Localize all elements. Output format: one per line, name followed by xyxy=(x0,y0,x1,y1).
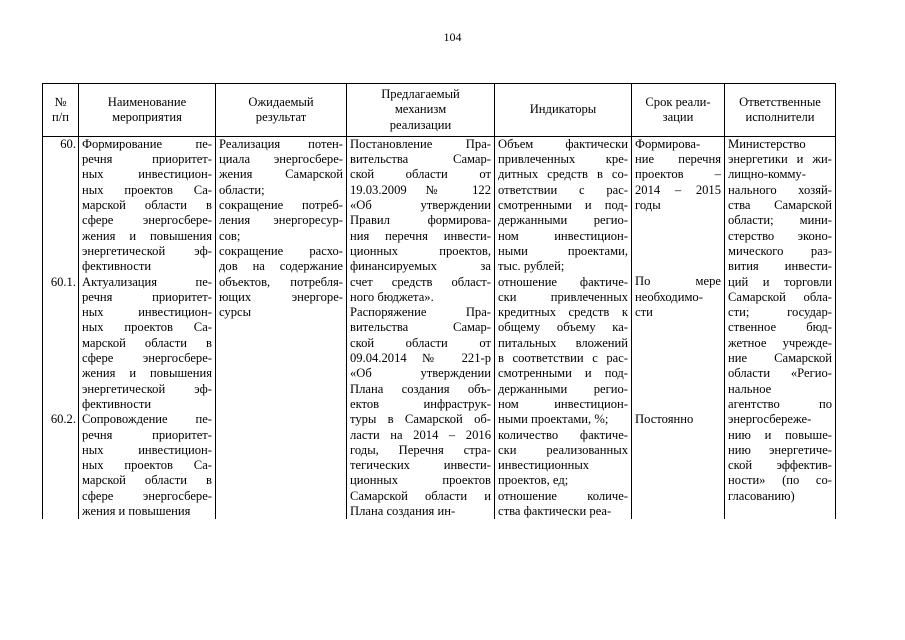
text-line: количество фактиче- xyxy=(498,427,628,442)
text-line: жения и повышения xyxy=(82,366,212,381)
text-line: энергетической эф- xyxy=(82,381,212,396)
text-line: сокращение расхо- xyxy=(219,243,343,258)
text-line: ской области от xyxy=(350,335,491,350)
text-line: вительства Самар- xyxy=(350,320,491,335)
text-line: ных инвестицион- xyxy=(82,167,212,182)
text-line: Министерство xyxy=(728,136,806,151)
expected-result xyxy=(219,137,343,321)
text-line: ски реализованных xyxy=(498,442,628,457)
term-cell xyxy=(632,136,725,519)
text-line: ления энергоресур- xyxy=(219,213,343,228)
name-60-2 xyxy=(82,412,212,519)
text-line: Самарской обла- xyxy=(728,289,832,304)
text-line: области; мини- xyxy=(728,213,832,228)
text-line: тегических инвести- xyxy=(350,458,491,473)
name-cell xyxy=(79,136,216,519)
text-line: 09.04.2014 № 221-р xyxy=(350,351,491,366)
term-60-1 xyxy=(635,274,721,320)
text-line: сфере энергосбере- xyxy=(82,213,212,228)
text-line: По мере xyxy=(635,274,721,289)
text-line: привлеченных кре- xyxy=(498,152,628,167)
text-line: вития инвести- xyxy=(728,259,832,274)
text-line: сурсы xyxy=(219,305,252,320)
text-line: «Об утверждении xyxy=(350,366,491,381)
text-line: Формирова- xyxy=(635,136,701,151)
result-cell xyxy=(216,136,347,519)
text-line: жения и повышения xyxy=(82,504,191,519)
text-line: жетное учрежде- xyxy=(728,335,832,350)
measures-table xyxy=(42,83,836,519)
text-line: держанными регио- xyxy=(498,381,628,396)
text-line: Постановление Пра- xyxy=(350,136,491,151)
text-line: марской области в xyxy=(82,473,212,488)
text-line: 2014 – 2015 xyxy=(635,182,721,197)
text-line: счет средств област- xyxy=(350,274,491,289)
text-line: ных проектов Са- xyxy=(82,320,212,335)
mechanism-text xyxy=(350,137,491,519)
text-line: энергетики и жи- xyxy=(728,152,832,167)
text-line: Распоряжение Пра- xyxy=(350,305,491,320)
header-responsible: Ответственные исполнители xyxy=(725,84,836,137)
text-line: ных проектов Са- xyxy=(82,458,212,473)
indicators-text xyxy=(498,137,628,519)
text-line: финансируемых за xyxy=(350,259,491,274)
text-line: ектов инфраструк- xyxy=(350,396,491,411)
text-line: «Об утверждении xyxy=(350,198,491,213)
text-line: дов на содержание xyxy=(219,259,343,274)
text-line: Плана создания ин- xyxy=(350,504,456,519)
text-line: Актуализация пе- xyxy=(82,274,212,289)
header-result: Ожидаемый результат xyxy=(216,84,347,137)
number-cell xyxy=(43,136,79,519)
text-line: ответствии с рас- xyxy=(498,182,628,197)
responsible-cell xyxy=(725,136,836,519)
text-line: тыс. рублей; xyxy=(498,259,565,274)
text-line: области «Регио- xyxy=(728,366,832,381)
text-line: Постоянно xyxy=(635,412,694,427)
text-line: жения Самарской xyxy=(219,167,343,182)
text-line: ской области от xyxy=(350,167,491,182)
term-60-2 xyxy=(635,412,721,427)
text-line: держанными регио- xyxy=(498,213,628,228)
text-line: сфере энергосбере- xyxy=(82,488,212,503)
mechanism-cell xyxy=(347,136,495,519)
text-line: годы, Перечня стра- xyxy=(350,442,491,457)
text-line: энергетической эф- xyxy=(82,243,212,258)
text-line: ными проектами, xyxy=(498,243,628,258)
text-line: фективности xyxy=(82,259,152,274)
page-number: 104 xyxy=(443,30,462,44)
text-line: Плана создания объ- xyxy=(350,381,491,396)
text-line: инвестиционных xyxy=(498,458,590,473)
text-line: агентство по xyxy=(728,396,832,411)
text-line: стерство эконо- xyxy=(728,228,832,243)
text-line: речня приоритет- xyxy=(82,152,212,167)
text-line: ние перечня xyxy=(635,152,721,167)
text-line: мического раз- xyxy=(728,243,832,258)
text-line: ных инвестицион- xyxy=(82,442,212,457)
text-line: питальных вложений xyxy=(498,335,628,350)
table-header-row xyxy=(43,84,836,137)
header-name: Наименование мероприятия xyxy=(79,84,216,137)
text-line: смотренными и под- xyxy=(498,366,628,381)
text-line: ющих энергоре- xyxy=(219,289,343,304)
text-line: необходимо- xyxy=(635,289,703,304)
text-line: кредитных средств к xyxy=(498,305,628,320)
text-line: марской области в xyxy=(82,335,212,350)
text-line: вительства Самар- xyxy=(350,152,491,167)
text-line: фективности xyxy=(82,396,152,411)
text-line: проектов, ед; xyxy=(498,473,569,488)
name-60-1 xyxy=(82,275,212,413)
text-line: 19.03.2009 № 122 xyxy=(350,182,491,197)
text-line: туры в Самарской об- xyxy=(350,412,491,427)
text-line: ционных проектов, xyxy=(350,243,491,258)
table-row xyxy=(43,136,836,519)
text-line: ской эффектив- xyxy=(728,458,832,473)
text-line: в соответствии с рас- xyxy=(498,351,628,366)
text-line: сти; государ- xyxy=(728,305,832,320)
text-line: Формирование пе- xyxy=(82,136,212,151)
text-line: области; xyxy=(219,182,265,197)
text-line: общему объему ка- xyxy=(498,320,628,335)
text-line: ном инвестицион- xyxy=(498,396,628,411)
text-line: смотренными и под- xyxy=(498,198,628,213)
text-line: Правил формирова- xyxy=(350,213,491,228)
text-line: сокращение потреб- xyxy=(219,198,343,213)
text-line: жения и повышения xyxy=(82,228,212,243)
text-line: ций и торговли xyxy=(728,274,832,289)
text-line: ных проектов Са- xyxy=(82,182,212,197)
text-line: циала энергосбере- xyxy=(219,152,343,167)
text-line: ности» (по со- xyxy=(728,473,832,488)
text-line: ном инвестицион- xyxy=(498,228,628,243)
text-line: ния перечня инвести- xyxy=(350,228,491,243)
text-line: объектов, потребля- xyxy=(219,274,343,289)
text-line: ние Самарской xyxy=(728,351,832,366)
text-line: ства Самарской xyxy=(728,198,832,213)
term-60 xyxy=(635,137,721,213)
text-line: марской области в xyxy=(82,198,212,213)
text-line: ски привлеченных xyxy=(498,289,628,304)
text-line: годы xyxy=(635,198,661,213)
text-line: проектов – xyxy=(635,167,721,182)
responsible-text xyxy=(728,137,832,504)
text-line: сфере энергосбере- xyxy=(82,351,212,366)
text-line: ственное бюд- xyxy=(728,320,832,335)
row-number-60: 60. xyxy=(60,136,76,151)
header-indicators: Индикаторы xyxy=(495,84,632,137)
text-line: дитных средств в со- xyxy=(498,167,628,182)
text-line: нию энергетиче- xyxy=(728,442,832,457)
text-line: ного бюджета». xyxy=(350,289,434,304)
text-line: ласти на 2014 – 2016 xyxy=(350,427,491,442)
text-line: Реализация потен- xyxy=(219,136,343,151)
row-number-60-1: 60.1. xyxy=(50,274,76,289)
text-line: отношение фактиче- xyxy=(498,274,628,289)
text-line: Объем фактически xyxy=(498,136,628,151)
text-line: Самарской области и xyxy=(350,488,491,503)
text-line: ционных проектов xyxy=(350,473,491,488)
text-line: ными проектами, %; xyxy=(498,412,609,427)
name-60 xyxy=(82,137,212,275)
text-line: речня приоритет- xyxy=(82,289,212,304)
header-number: № п/п xyxy=(43,84,79,137)
row-number-60-2: 60.2. xyxy=(50,412,76,427)
text-line: отношение количе- xyxy=(498,488,628,503)
indicators-cell xyxy=(495,136,632,519)
header-term: Срок реали- зации xyxy=(632,84,725,137)
text-line: нального хозяй- xyxy=(728,182,832,197)
text-line: гласованию) xyxy=(728,488,795,503)
header-mechanism: Предлагаемый механизм реализации xyxy=(347,84,495,137)
text-line: нальное xyxy=(728,381,772,396)
text-line: энергосбереже- xyxy=(728,412,812,427)
text-line: ства фактически реа- xyxy=(498,504,612,519)
text-line: нию и повыше- xyxy=(728,427,832,442)
text-line: сов; xyxy=(219,228,241,243)
text-line: Сопровождение пе- xyxy=(82,412,212,427)
text-line: ных инвестицион- xyxy=(82,305,212,320)
text-line: сти xyxy=(635,304,653,319)
text-line: лищно-комму- xyxy=(728,167,806,182)
text-line: речня приоритет- xyxy=(82,427,212,442)
